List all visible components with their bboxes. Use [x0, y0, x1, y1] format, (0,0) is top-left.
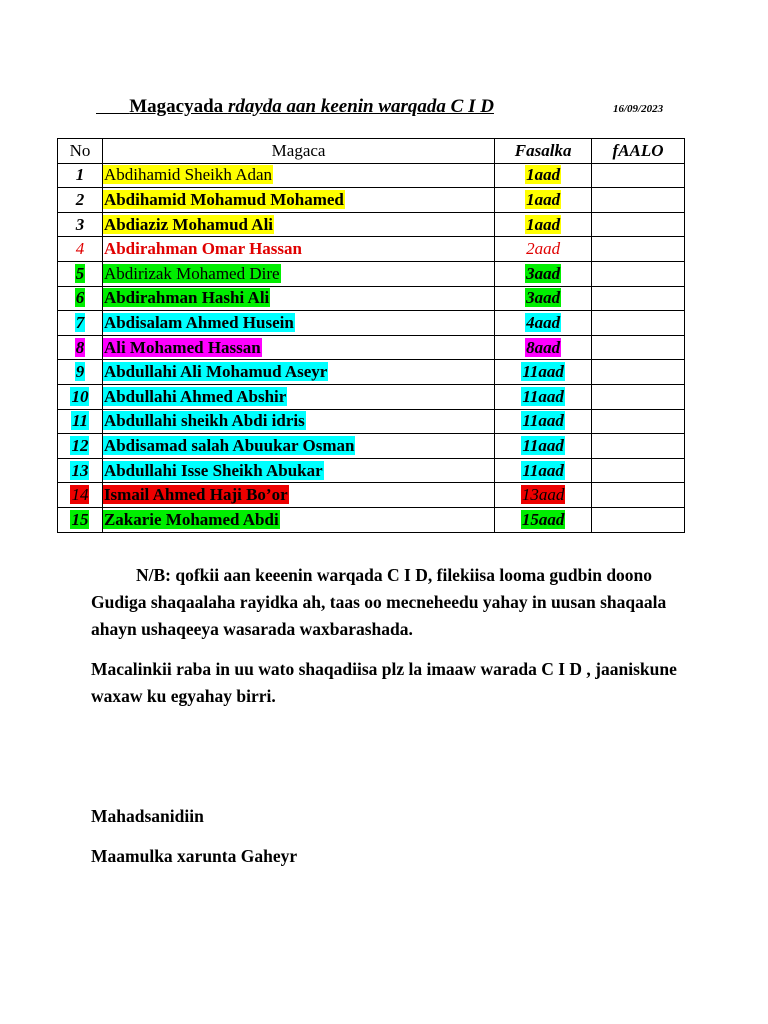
row-number: 6	[75, 288, 85, 308]
row-number-cell	[58, 286, 103, 311]
row-name-cell	[102, 163, 494, 188]
row-faalo	[592, 434, 685, 459]
row-class-cell	[495, 261, 592, 286]
row-faalo	[592, 360, 685, 385]
table-row	[58, 458, 685, 483]
row-number: 14	[71, 485, 89, 505]
row-name: Abdihamid Sheikh Adan	[103, 165, 273, 185]
row-name-cell	[102, 409, 494, 434]
document-title	[96, 96, 494, 118]
row-class: 1aad	[526, 165, 561, 185]
title-regular: Magacyada	[129, 96, 228, 117]
row-name: Ali Mohamed Hassan	[103, 337, 261, 357]
row-name: Abdiaziz Mohamud Ali	[103, 214, 274, 234]
instruction-paragraph: Macalinkii raba in uu wato shaqadiisa plz la imaaw warada C I D , jaaniskune waxaw ku egyahay birri.	[91, 659, 677, 706]
row-name-cell	[102, 483, 494, 508]
student-table	[57, 138, 685, 533]
row-class-cell	[495, 434, 592, 459]
row-class-cell	[495, 458, 592, 483]
row-class-cell	[495, 507, 592, 532]
row-number: 15	[71, 509, 89, 529]
row-class: 11aad	[522, 460, 564, 480]
row-class: 2aad	[526, 239, 561, 259]
row-class-cell	[495, 212, 592, 237]
row-class-cell	[495, 163, 592, 188]
row-name-cell	[102, 384, 494, 409]
row-class-cell	[495, 384, 592, 409]
row-number: 2	[58, 188, 103, 213]
row-class: 3aad	[526, 263, 561, 283]
column-header-no: No	[58, 139, 103, 164]
row-class: 11aad	[522, 411, 564, 431]
row-faalo	[592, 384, 685, 409]
row-number: 9	[75, 362, 85, 382]
row-name: Abdullahi sheikh Abdi idris	[103, 411, 305, 431]
row-name-cell	[102, 188, 494, 213]
table-row	[58, 212, 685, 237]
title-italic: rdayda aan keenin warqada C I D	[227, 96, 494, 117]
table-row	[58, 188, 685, 213]
row-class: 11aad	[522, 386, 564, 406]
row-name: Zakarie Mohamed Abdi	[103, 509, 279, 529]
closing-text: Mahadsanidiin	[91, 806, 204, 826]
row-class: 15aad	[521, 509, 565, 529]
row-number: 12	[71, 435, 89, 455]
row-number-cell	[58, 261, 103, 286]
row-number-cell	[58, 360, 103, 385]
row-name: Abdihamid Mohamud Mohamed	[103, 189, 344, 209]
row-name: Abdirahman Omar Hassan	[103, 239, 302, 259]
row-name: Abdirizak Mohamed Dire	[103, 263, 280, 283]
row-number: 13	[71, 460, 89, 480]
row-name-cell	[102, 311, 494, 336]
row-number: 7	[75, 312, 85, 332]
row-name-cell	[102, 286, 494, 311]
row-name: Abdullahi Ahmed Abshir	[103, 386, 287, 406]
row-class-cell	[495, 409, 592, 434]
row-class-cell	[495, 286, 592, 311]
row-number-cell	[58, 311, 103, 336]
row-number: 1	[58, 163, 103, 188]
table-row	[58, 335, 685, 360]
row-name-cell	[102, 212, 494, 237]
row-name-cell	[102, 261, 494, 286]
row-class: 4aad	[526, 312, 561, 332]
row-name: Abdisamad salah Abuukar Osman	[103, 435, 355, 455]
row-class: 1aad	[526, 214, 561, 234]
column-header-magaca: Magaca	[102, 139, 494, 164]
row-number-cell	[58, 483, 103, 508]
table-row	[58, 434, 685, 459]
row-number-cell	[58, 507, 103, 532]
row-number-cell	[58, 434, 103, 459]
row-faalo	[592, 212, 685, 237]
row-class-cell	[495, 483, 592, 508]
signer-text: Maamulka xarunta Gaheyr	[91, 846, 298, 866]
row-class: 13aad	[521, 485, 565, 505]
row-faalo	[592, 458, 685, 483]
table-row	[58, 237, 685, 262]
row-faalo	[592, 286, 685, 311]
table-header-row	[58, 139, 685, 164]
row-faalo	[592, 483, 685, 508]
row-faalo	[592, 237, 685, 262]
row-class-cell	[495, 335, 592, 360]
row-name: Abdirahman Hashi Ali	[103, 288, 270, 308]
table-row	[58, 384, 685, 409]
row-name: Abdisalam Ahmed Husein	[103, 312, 294, 332]
row-number-cell	[58, 458, 103, 483]
note-paragraph: N/B: qofkii aan keeenin warqada C I D, filekiisa looma gudbin doono Gudiga shaqaalaha rayidka ah, taas oo mecneheedu yahay in uusan shaqaala ahayn ushaqeeya wasarada waxbarashada.	[91, 565, 667, 639]
row-name-cell	[102, 458, 494, 483]
table-row	[58, 311, 685, 336]
row-class: 11aad	[522, 362, 564, 382]
row-number: 5	[75, 263, 85, 283]
row-class-cell	[495, 188, 592, 213]
row-name-cell	[102, 360, 494, 385]
row-class: 3aad	[526, 288, 561, 308]
row-number-cell	[58, 335, 103, 360]
row-class: 11aad	[522, 435, 564, 455]
row-faalo	[592, 311, 685, 336]
table-row	[58, 409, 685, 434]
table-row	[58, 507, 685, 532]
row-class: 1aad	[526, 189, 561, 209]
row-number: 3	[58, 212, 103, 237]
column-header-faalo: fAALO	[592, 139, 685, 164]
table-row	[58, 286, 685, 311]
row-number-cell	[58, 384, 103, 409]
row-name-cell	[102, 507, 494, 532]
document-date: 16/09/2023	[613, 103, 664, 115]
row-faalo	[592, 163, 685, 188]
row-class: 8aad	[526, 337, 561, 357]
row-faalo	[592, 188, 685, 213]
row-faalo	[592, 261, 685, 286]
row-name: Ismail Ahmed Haji Bo’or	[103, 485, 288, 505]
row-name-cell	[102, 434, 494, 459]
row-class-cell	[495, 237, 592, 262]
title-indent	[96, 96, 129, 117]
table-row	[58, 261, 685, 286]
table-row	[58, 483, 685, 508]
row-faalo	[592, 507, 685, 532]
document-header	[96, 96, 696, 122]
table-row	[58, 163, 685, 188]
row-name-cell	[102, 237, 494, 262]
row-number: 8	[75, 337, 85, 357]
row-name: Abdullahi Isse Sheikh Abukar	[103, 460, 323, 480]
column-header-fasalka: Fasalka	[495, 139, 592, 164]
row-number: 4	[58, 237, 103, 262]
row-faalo	[592, 335, 685, 360]
row-number-cell	[58, 409, 103, 434]
row-faalo	[592, 409, 685, 434]
row-class-cell	[495, 311, 592, 336]
row-name-cell	[102, 335, 494, 360]
row-class-cell	[495, 360, 592, 385]
row-number: 10	[71, 386, 89, 406]
table-row	[58, 360, 685, 385]
row-name: Abdullahi Ali Mohamud Aseyr	[103, 362, 328, 382]
row-number: 11	[71, 411, 88, 431]
